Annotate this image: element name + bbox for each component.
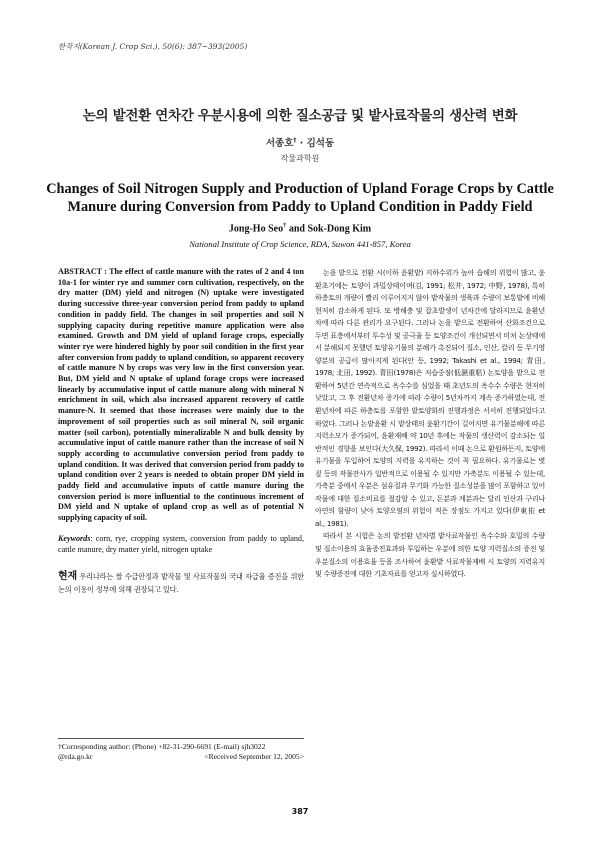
korean-authors: [0, 135, 600, 149]
body-paragraph-2: 따라서 본 시험은 논의 밭전환 년차별 밭사료작물인 옥수수와 호밀의 수량 및 질소이용의 효율증진효과와 투입하는 우분에 의한 토양 지력질소의 증진 및 우분질소의 이용효율 등을 조사하여 윤환밭 사료작물재배 시 토양의 지력유지 및 수량증진에 대한 기초자료를 얻고자 실시하였다.: [315, 531, 545, 579]
english-author-rest: and Sok-Dong Kim: [286, 223, 372, 235]
keywords-label: Keywords: [58, 533, 91, 543]
keywords: [58, 534, 304, 555]
introduction-heading: 현재: [58, 571, 77, 583]
abstract-text: ABSTRACT : The effect of cattle manure with the rates of 2 and 4 ton 10a-1 for winter rye and summer corn cultivation, respectively, on the dry matter (DM) yield and nitrogen (N) uptake were investigated during successive three-year conversion period from paddy to upland condition in paddy field. The changes in soil properties and soil N supplying capacity during repetitive manure application were also examined. Growth and DM yield of upland forage crops, especially winter rye were hindered highly by poor soil condition in the first year after conversion from paddy to upland condition, so apparent recovery of cattle manure N by crops was very low in the first conversion year. But, DM yield and N uptake of upland forage crops were increased linearly by accumulative input of cattle manure along with mineral N enrichment in soil, which also increased apparent recovery of cattle manure-N. It seemed that those increases were mainly due to the improvement of soil properties such as soil mineral N, soil organic matter (soil carbon), potentially mineralizable N and bulk density by accumulative input of cattle manure rather than the increase of soil N supply according to accumulative conversion period from paddy to upland condition. It was derived that conversion period from paddy to upland condition over 2 years is needed to obtain proper DM yield in paddy field and accumulative inputs of cattle manure during the conversion period is more influential to the continuous increment of DM yield and N uptake of upland crop as well as of potential N supplying capacity of soil.: [58, 267, 304, 523]
korean-author-rest: · 김석동: [296, 138, 335, 149]
keywords-text: : corn, rye, cropping system, conversion from paddy to upland, cattle manure, dry matter yield, nitrogen uptake: [58, 533, 304, 554]
journal-citation: 한작지(Korean J. Crop Sci.), 50(6): 387~393(2005): [58, 42, 248, 51]
corresponding-author-line: †Corresponding author: (Phone) +82-31-290-6691 (E-mail) sjh3022: [58, 742, 266, 751]
english-title: Changes of Soil Nitrogen Supply and Production of Upland Forage Crops by Cattle Manure during Conversion from Paddy to Upland Condition in Paddy Field: [46, 181, 554, 215]
email-tail: @rda.go.kr: [58, 752, 93, 761]
left-column: [58, 267, 304, 596]
introduction-text: 우리나라는 쌀 수급안정과 밭작물 및 사료작물의 국내 자급율 증진을 위한 논의 이용이 정부에 의해 권장되고 있다.: [58, 572, 304, 594]
english-affiliation: National Institute of Crop Science, RDA, Suwon 441-857, Korea: [189, 239, 411, 249]
body-paragraph-1: 논을 밭으로 전환 시(이하 윤환밭) 지하수위가 높아 습해의 위험이 많고, 윤환초기에는 토양이 과밀상태이며(김, 1991; 松井, 1972; 中野, 1978), 특히 하층토의 개량이 빨리 이루어지지 않아 밭작물의 생육과 수량이 보통밭에 비해 현저히 감소하게 된다. 또 병해충 및 잡초발생이 년차간에 달라지므로 윤환년차에 따라 다른 관리가 요구된다. 그러나 논을 밭으로 전환하여 산화조건으로 두면 표층에서부터 투수성 및 공극율 등 토양조건이 개선되면서 미처 논상태에서 분해되지 못했던 토양유기물의 분해가 촉진되어 질소, 인산, 칼리 등 무기영양분의 공급이 많아지게 된다(안 등, 1992; Takashi et al., 1994; 青田, 1978; 北田, 1992). 青田(1978)은 저습중점(低濕重粘) 논토양을 밭으로 전환하여 5년간 연속적으로 옥수수를 심었을 때 초년도의 옥수수 수량은 현저히 낮았고, 그 후 전환년차 증가에 따라 수량이 5년차까지 계속 증가하였는데, 전환년차에 따른 하층토를 포함한 밭토양화의 진행과정은 서서히 진행되었다고 하였다. 그러나 논밭윤환 시 밭상태의 윤환기간이 길어지면 유기물분해에 따른 지력소모가 증가되어, 윤환재배 약 10년 후에는 작물의 생산력이 감소되는 일반적인 경향을 보인다(大久保, 1992). 따라서 이때 논으로 환원하든지, 토양에 유기물을 투입하여 토양의 지력을 유지하는 것이 꼭 필요하다. 유기물로는 볏짚 등의 작물잔사가 일반적으로 이용될 수 있지만 가축분도 이용될 수 있는데, 가축분 중에서 우분은 섬유질과 무기화 가능한 질소성분을 많이 포함하고 있어 작물에 대한 질소비료를 절감할 수 있고, 돈분과 계분과는 달리 인산과 구리나 아연의 함량이 낮아 토양오염의 위험이 적은 장점도 가지고 있다(伊東佑 et al., 1981).: [315, 268, 545, 528]
korean-title: 논의 밭전환 연차간 우분시용에 의한 질소공급 및 밭사료작물의 생산력 변화: [82, 108, 518, 124]
introduction-start: [58, 571, 304, 596]
korean-affiliation: 작물과학원: [280, 154, 320, 163]
english-corresponding-mark: †: [283, 222, 287, 229]
right-column: [315, 267, 545, 581]
english-authors: [0, 222, 600, 234]
received-date: <Received September 12, 2005>: [204, 752, 304, 761]
footnote: [58, 738, 304, 762]
page-number: 387: [291, 807, 309, 816]
corresponding-mark: †: [293, 136, 297, 144]
korean-author-first: 서종호: [265, 138, 294, 149]
english-author-first: Jong-Ho Seo: [228, 223, 284, 235]
